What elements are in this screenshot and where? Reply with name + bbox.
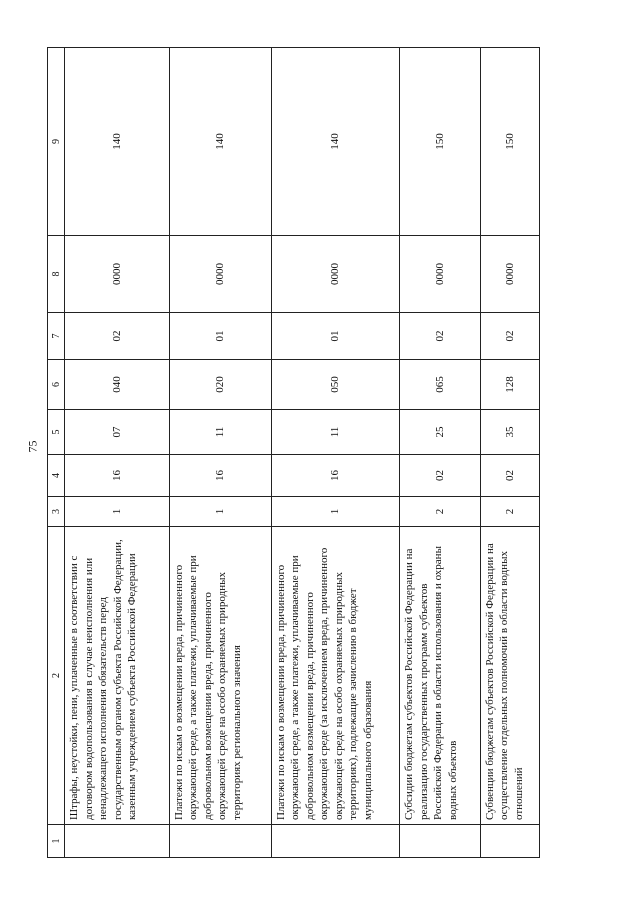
cell-col5: 35	[480, 410, 539, 455]
cell-col1	[65, 825, 169, 858]
cell-col8: 0000	[65, 236, 169, 313]
budget-codes-table	[47, 47, 540, 858]
cell-col1	[169, 825, 271, 858]
cell-col6: 065	[400, 360, 481, 410]
cell-col9: 140	[271, 48, 399, 236]
cell-col7: 02	[65, 313, 169, 360]
cell-name: Субвенции бюджетам субъектов Российской Федерации на осуществление отдельных полномочий в области водных отношений	[480, 527, 539, 825]
cell-col9: 150	[480, 48, 539, 236]
cell-col8: 0000	[480, 236, 539, 313]
cell-col7: 01	[271, 313, 399, 360]
cell-col6: 128	[480, 360, 539, 410]
column-header: 9	[48, 48, 65, 236]
table-header-row	[48, 48, 65, 858]
cell-name: Субсидии бюджетам субъектов Российской Федерации на реализацию государственных программ субъектов Российской Федерации в области использования и охраны водных объектов	[400, 527, 481, 825]
cell-col8: 0000	[271, 236, 399, 313]
cell-col7: 02	[400, 313, 481, 360]
cell-col3: 2	[480, 497, 539, 527]
cell-name: Платежи по искам о возмещении вреда, причиненного окружающей среде, а также платежи, уплачиваемые при добровольном возмещении вреда, причиненного окружающей среде (за исключением вреда, причиненного окружающей среде на особо охраняемых природных территориях), подлежащие зачислению в бюджет муниципального образования	[271, 527, 399, 825]
cell-col7: 02	[480, 313, 539, 360]
cell-col4: 02	[480, 455, 539, 497]
cell-col5: 25	[400, 410, 481, 455]
column-header: 5	[48, 410, 65, 455]
cell-col3: 1	[169, 497, 271, 527]
cell-col7: 01	[169, 313, 271, 360]
cell-col6: 050	[271, 360, 399, 410]
cell-name: Штрафы, неустойки, пени, уплаченные в соответствии с договором водопользования в случае неисполнения или ненадлежащего исполнения обязательств перед государственным органом субъекта Российской Федерации, казенным учреждением субъекта Российской Федерации	[65, 527, 169, 825]
column-header: 3	[48, 497, 65, 527]
column-header: 1	[48, 825, 65, 858]
cell-name: Платежи по искам о возмещении вреда, причиненного окружающей среде, а также платежи, уплачиваемые при добровольном возмещении вреда, причиненного окружающей среде на особо охраняемых природных территориях регионального значения	[169, 527, 271, 825]
cell-col4: 16	[65, 455, 169, 497]
cell-col4: 02	[400, 455, 481, 497]
cell-col1	[400, 825, 481, 858]
cell-col4: 16	[271, 455, 399, 497]
cell-col6: 040	[65, 360, 169, 410]
cell-col9: 140	[65, 48, 169, 236]
rotated-table-container	[47, 48, 540, 858]
cell-col8: 0000	[400, 236, 481, 313]
cell-col5: 07	[65, 410, 169, 455]
cell-col9: 140	[169, 48, 271, 236]
table-row	[400, 48, 481, 858]
cell-col8: 0000	[169, 236, 271, 313]
table-row	[169, 48, 271, 858]
column-header: 8	[48, 236, 65, 313]
cell-col3: 1	[271, 497, 399, 527]
table-row	[480, 48, 539, 858]
cell-col5: 11	[271, 410, 399, 455]
cell-col6: 020	[169, 360, 271, 410]
table-row	[271, 48, 399, 858]
cell-col4: 16	[169, 455, 271, 497]
column-header: 6	[48, 360, 65, 410]
cell-col3: 2	[400, 497, 481, 527]
cell-col1	[271, 825, 399, 858]
column-header: 2	[48, 527, 65, 825]
column-header: 4	[48, 455, 65, 497]
page-number	[25, 436, 41, 456]
cell-col3: 1	[65, 497, 169, 527]
page-number-text: 75	[25, 440, 40, 452]
cell-col5: 11	[169, 410, 271, 455]
table-row	[65, 48, 169, 858]
cell-col9: 150	[400, 48, 481, 236]
cell-col1	[480, 825, 539, 858]
landscape-page	[47, 48, 540, 858]
column-header: 7	[48, 313, 65, 360]
